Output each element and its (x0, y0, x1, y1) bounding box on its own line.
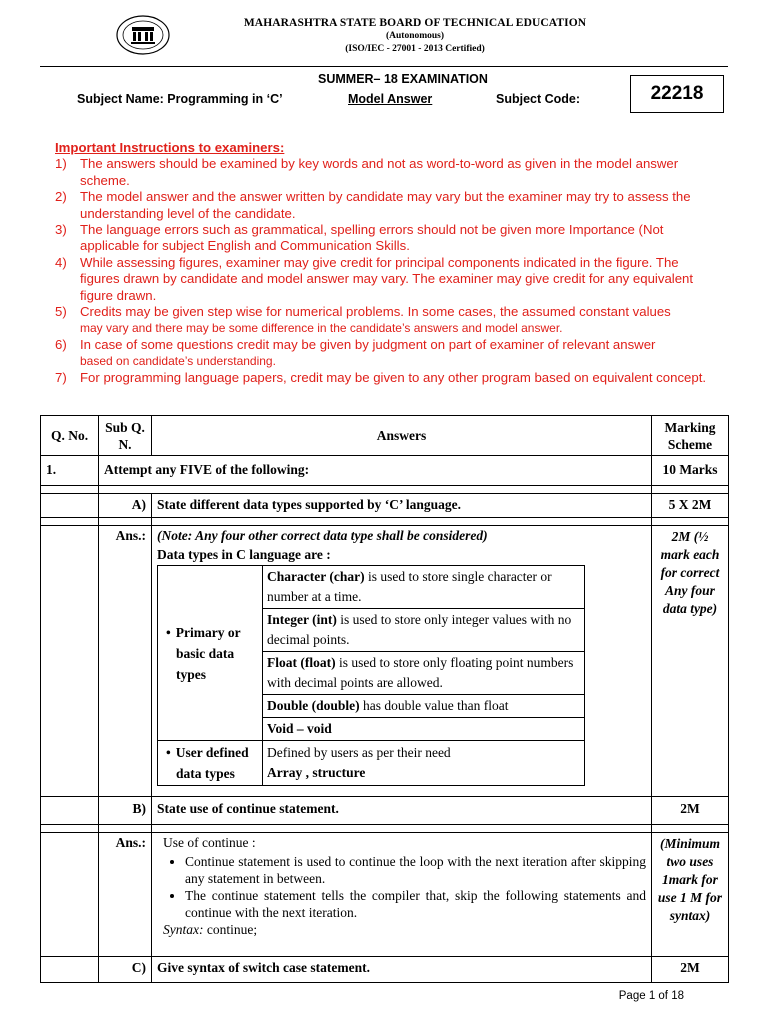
user-types-desc: Defined by users as per their need Array , structure (263, 741, 585, 786)
q1-number: 1. (41, 456, 99, 486)
table-row-q1 (41, 456, 729, 486)
list-item: • Continue statement is used to continue the loop with the next iteration after skipping any statement in between. (185, 853, 646, 887)
header-divider (40, 66, 728, 67)
board-seal-logo (113, 14, 173, 56)
ansB-heading: Use of continue : (163, 835, 256, 850)
data-types-table (157, 565, 585, 786)
datatype-void: Void – void (263, 718, 585, 741)
header-subqn: Sub Q. N. (99, 416, 152, 456)
list-item: • The continue statement tells the compiler that, skip the following statements and continue with the next iteration. (185, 887, 646, 921)
page-number: Page 1 of 18 (618, 990, 684, 1002)
subject-name: Subject Name: Programming in ‘C’ (77, 92, 283, 106)
table-row-spacer (41, 518, 729, 526)
header-answers: Answers (152, 416, 652, 456)
table-row-ansB (41, 833, 729, 957)
qB-text: State use of continue statement. (152, 797, 652, 825)
instructions-block (55, 140, 711, 386)
header-qno: Q. No. (41, 416, 99, 456)
instruction-item: 6) In case of some questions credit may be given by judgment on part of examiner of relevant answer based on candidate’s understanding. (55, 336, 656, 369)
instructions-list (55, 156, 711, 386)
continue-syntax: Syntax: continue; (163, 922, 258, 937)
datatype-float: Float (float) is used to store only floating point numbers with decimal points are allowed. (263, 652, 585, 695)
table-row-spacer (41, 825, 729, 833)
ansB-marks: (Minimum two uses 1mark for use 1 M for syntax) (652, 833, 729, 957)
board-name: MAHARASHTRA STATE BOARD OF TECHNICAL EDUCATION (243, 17, 587, 29)
answer-table (40, 415, 729, 983)
instruction-item: 2) The model answer and the answer written by candidate may vary but the examiner may try to assess the understanding level of the candidate. (55, 189, 691, 221)
datatype-char: Character (char) is used to store single character or number at a time. (263, 566, 585, 609)
instructions-title: Important Instructions to examiners: (55, 140, 285, 155)
instruction-item: 1) The answers should be examined by key words and not as word-to-word as given in the model answer scheme. (55, 156, 679, 188)
table-row-spacer (41, 486, 729, 494)
primary-types-label: • Primary or basic data types (158, 566, 263, 741)
ansA-intro: Data types in C language are : (157, 547, 331, 562)
table-row-qC (41, 957, 729, 983)
continue-uses-list (157, 853, 646, 921)
autonomous-label: (Autonomous) (385, 31, 445, 41)
ansA-note: (Note: Any four other correct data type shall be considered) (157, 528, 488, 543)
subject-code-box: 22218 (630, 75, 724, 113)
model-answer-label: Model Answer (348, 92, 433, 106)
instruction-item: 7) For programming language papers, credit may be given to any other program based on equivalent concept. (55, 369, 707, 385)
qB-marks: 2M (652, 797, 729, 825)
ansA-label: Ans.: (99, 526, 152, 797)
header-marking: Marking Scheme (652, 416, 729, 456)
datatype-int: Integer (int) is used to store only integer values with no decimal points. (263, 609, 585, 652)
instruction-item: 5) Credits may be given step wise for numerical problems. In some cases, the assumed constant values may vary and there may be some difference in the candidate’s answers and model answer. (55, 304, 671, 336)
qC-marks: 2M (652, 957, 729, 983)
subject-code-label: Subject Code: (496, 92, 581, 106)
exam-title: SUMMER– 18 EXAMINATION (318, 72, 488, 86)
qA-sub: A) (99, 494, 152, 518)
q1-marks: 10 Marks (652, 456, 729, 486)
ansA-marks: 2M (½ mark each for correct Any four data type) (652, 526, 729, 797)
datatype-double: Double (double) has double value than float (263, 695, 585, 718)
user-types-label: • User defined data types (158, 741, 263, 786)
table-header-row (41, 416, 729, 456)
qA-marks: 5 X 2M (652, 494, 729, 518)
qC-sub: C) (99, 957, 152, 983)
table-row-ansA (41, 526, 729, 797)
instruction-item: 4) While assessing figures, examiner may give credit for principal components indicated in the figure. The figures drawn by candidate and model answer may vary. The examiner may give credit for any equivalent figure drawn. (55, 254, 694, 303)
certification-label: (ISO/IEC - 27001 - 2013 Certified) (345, 44, 485, 54)
qA-text: State different data types supported by ‘C’ language. (152, 494, 652, 518)
qC-text: Give syntax of switch case statement. (152, 957, 652, 983)
qB-sub: B) (99, 797, 152, 825)
table-row-qA (41, 494, 729, 518)
table-row-qB (41, 797, 729, 825)
q1-text: Attempt any FIVE of the following: (99, 456, 652, 486)
ansB-label: Ans.: (99, 833, 152, 957)
instruction-item: 3) The language errors such as grammatical, spelling errors should not be given more Importance (Not applicable for subject English and Communication Skills. (55, 222, 664, 254)
